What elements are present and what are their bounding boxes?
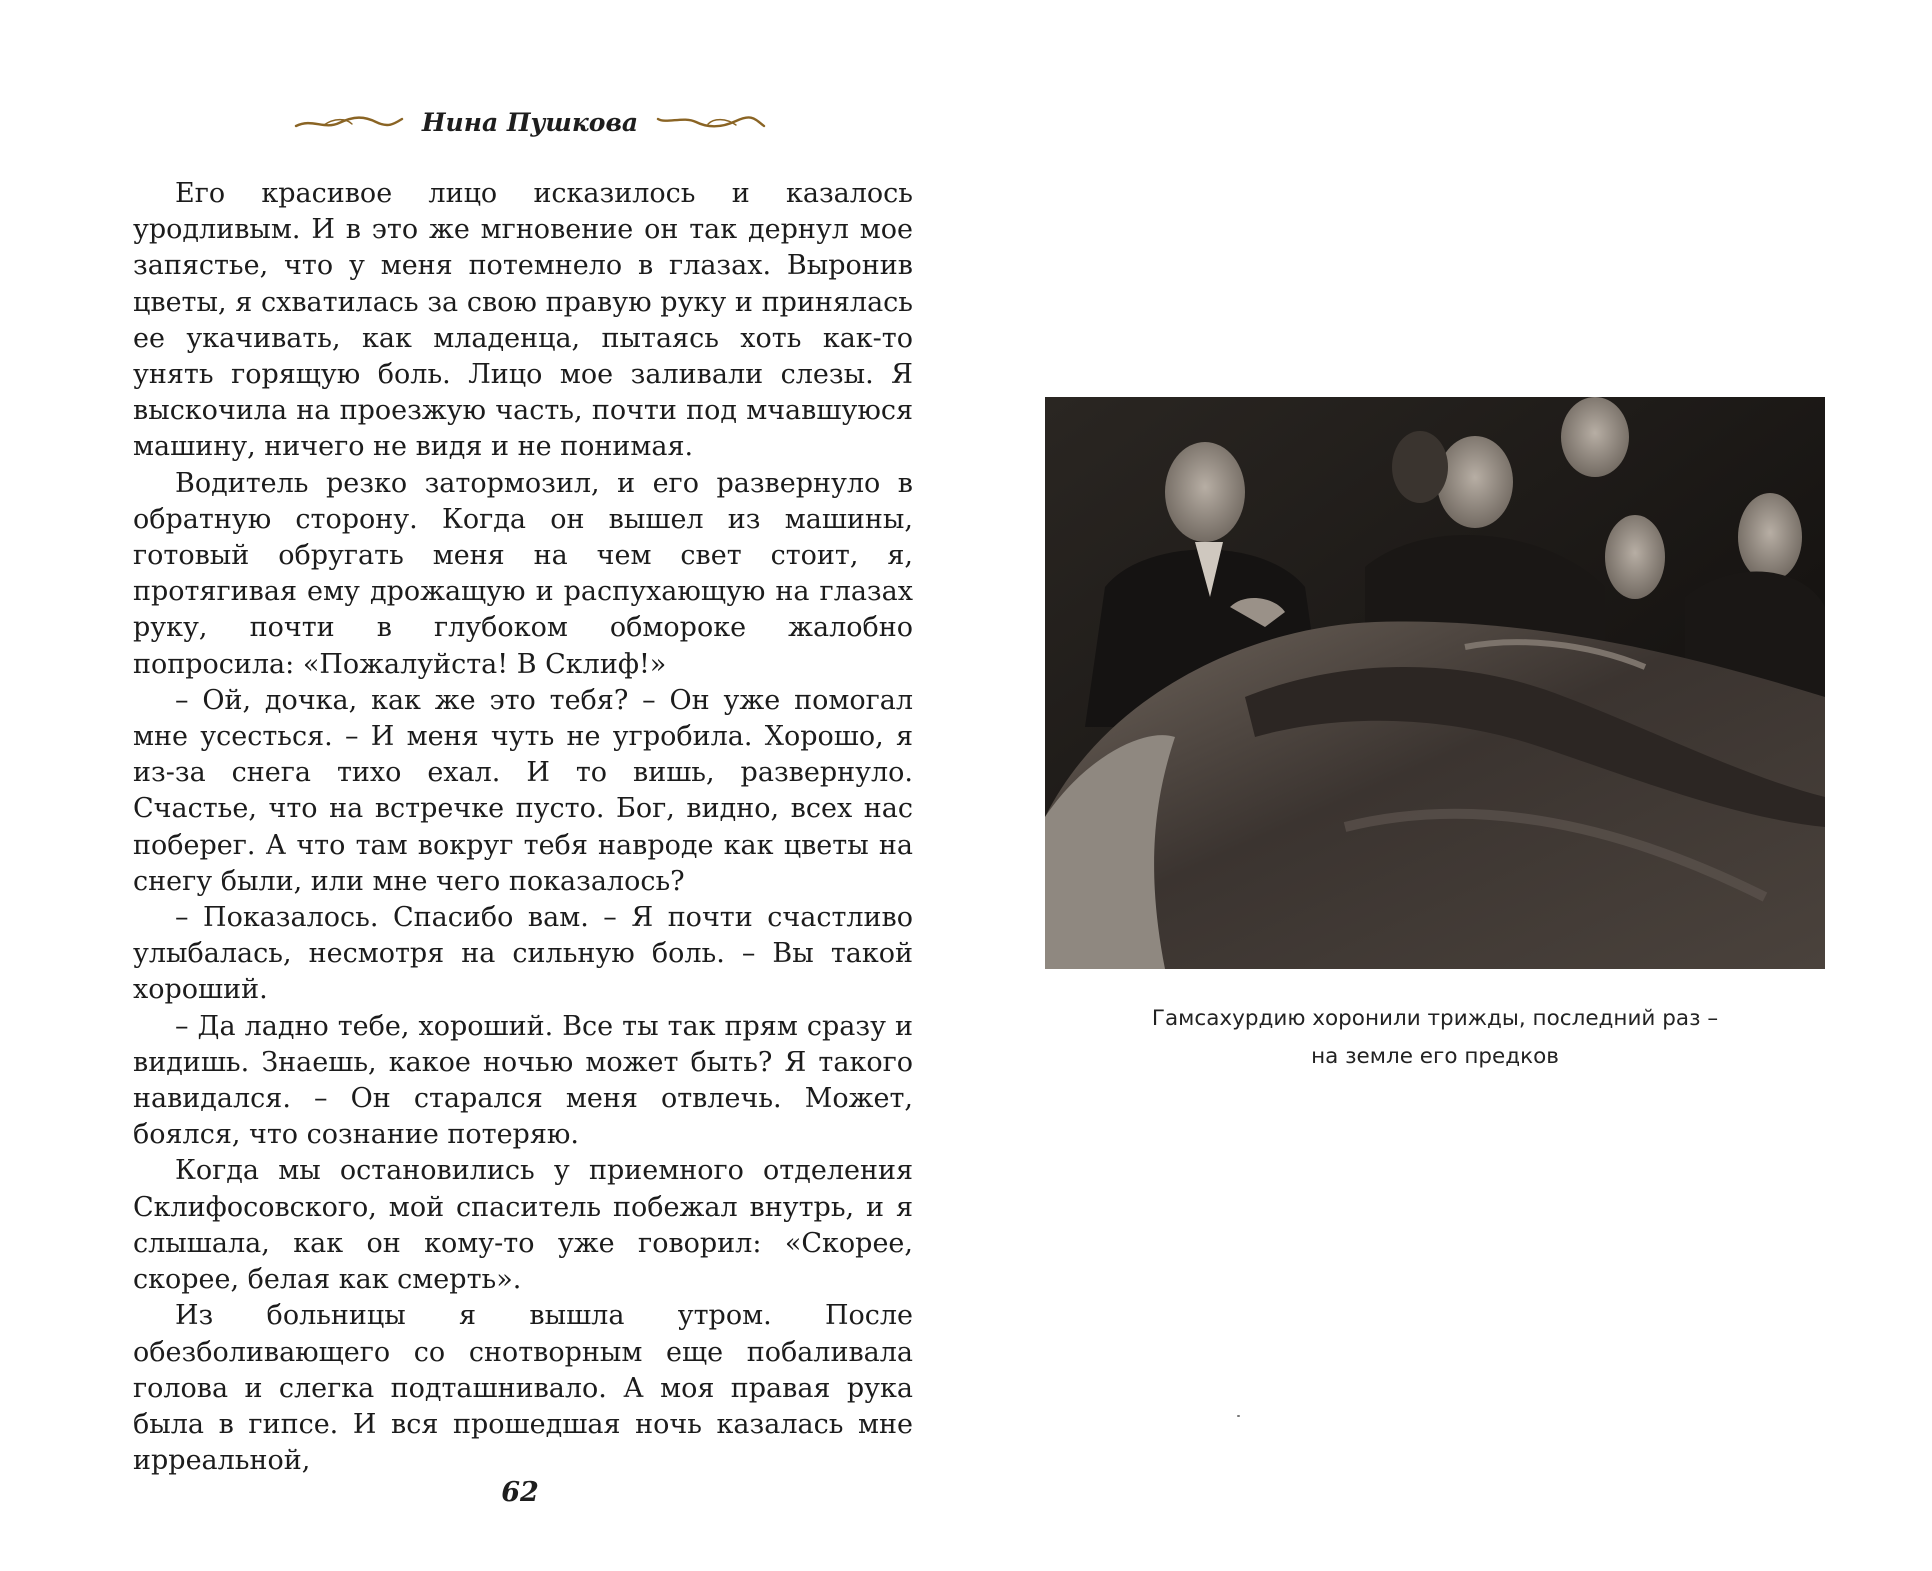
photo-caption	[1100, 1000, 1770, 1076]
running-header	[300, 100, 760, 144]
page-number: 62	[501, 1477, 539, 1508]
print-speck	[1237, 1415, 1240, 1417]
caption-line: Гамсахурдию хоронили трижды, последний раз –	[1151, 1006, 1719, 1031]
body-text	[133, 176, 913, 1479]
paragraph: – Да ладно тебе, хороший. Все ты так прям сразу и видишь. Знаешь, какое ночью может быть? Я такого навидался. – Он старался меня отвлечь. Может, боялся, что сознание потеряю.	[133, 1010, 913, 1151]
funeral-photo-image	[1045, 397, 1825, 969]
ornament-right-icon	[656, 110, 766, 134]
caption-line: на земле его предков	[1311, 1044, 1559, 1069]
paragraph: Из больницы я вышла утром. После обезболивающего со снотворным еще побаливала голова и слегка подташнивало. А моя правая рука была в гипсе. И вся прошедшая ночь казалась мне ирреальной,	[133, 1300, 913, 1477]
paragraph: – Показалось. Спасибо вам. – Я почти счастливо улыбалась, несмотря на сильную боль. – Вы такой хороший.	[133, 902, 913, 1006]
ornament-left-icon	[294, 110, 404, 134]
paragraph: Водитель резко затормозил, и его развернуло в обратную сторону. Когда он вышел из машины, готовый обругать меня на чем свет стоит, я, протягивая ему дрожащую и распухающую на глазах руку, почти в глубоком обмороке жалобно попросила: «Пожалуйста! В Склиф!»	[133, 467, 913, 680]
paragraph: Его красивое лицо исказилось и казалось уродливым. И в это же мгновение он так дернул мое запястье, что у меня потемнело в глазах. Выронив цветы, я схватилась за свою правую руку и принялась ее укачивать, как младенца, пытаясь хоть как-то унять горящую боль. Лицо мое заливали слезы. Я выскочила на проезжую часть, почти под мчавшуюся машину, ничего не видя и не понимая.	[133, 178, 913, 463]
paragraph: – Ой, дочка, как же это тебя? – Он уже помогал мне усесться. – И меня чуть не угробила. Хорошо, я из-за снега тихо ехал. И то вишь, развернуло. Счастье, что на встречке пусто. Бог, видно, всех нас поберег. А что там вокруг тебя навроде как цветы на снегу были, или мне чего показалось?	[133, 684, 913, 897]
paragraph: Когда мы остановились у приемного отделения Склифосовского, мой спаситель побежал внутрь, и я слышала, как он кому-то уже говорил: «Скорее, скорее, белая как смерть».	[133, 1155, 913, 1296]
author-name: Нина Пушкова	[421, 107, 639, 137]
funeral-photo	[1045, 397, 1825, 969]
